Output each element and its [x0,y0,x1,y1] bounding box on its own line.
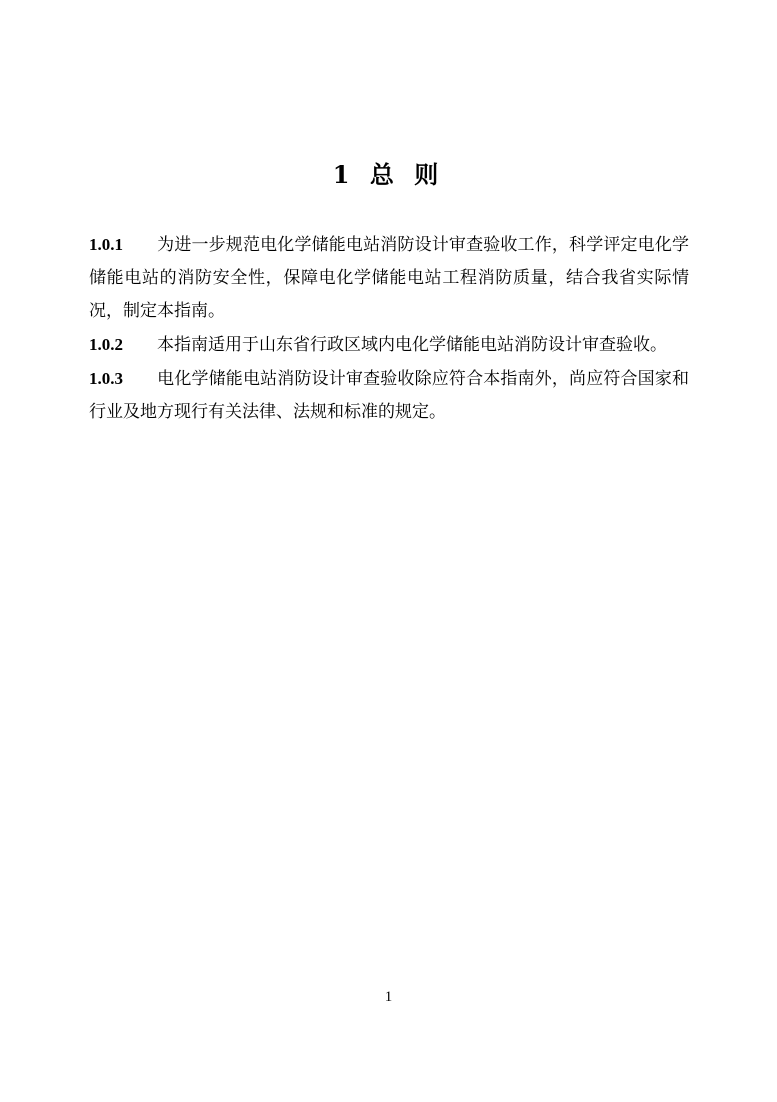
clause-list [89,228,689,429]
clause-1-0-2 [89,328,689,362]
clause-number: 1.0.1 [89,235,123,254]
clause-1-0-1 [89,228,689,328]
clause-1-0-3 [89,362,689,429]
page-number: 1 [384,989,393,1005]
chapter-title: 1 总 则 [332,160,445,189]
clause-text: 电化学储能电站消防设计审查验收除应符合本指南外，尚应符合国家和行业及地方现行有关法律、法规和标准的规定。 [89,369,689,422]
clause-number: 1.0.3 [89,369,123,388]
clause-text: 为进一步规范电化学储能电站消防设计审查验收工作，科学评定电化学储能电站的消防安全性，保障电化学储能电站工程消防质量，结合我省实际情况，制定本指南。 [89,235,689,321]
clause-text: 本指南适用于山东省行政区域内电化学储能电站消防设计审查验收。 [157,335,667,355]
clause-number: 1.0.2 [89,335,123,354]
